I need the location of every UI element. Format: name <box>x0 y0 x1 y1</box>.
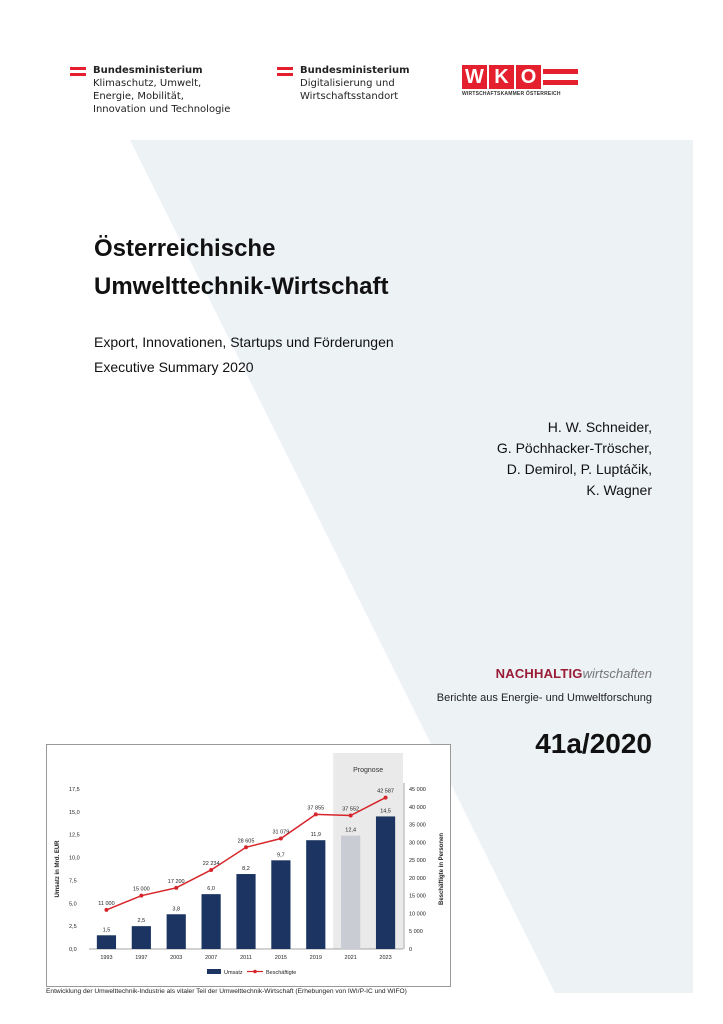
bar-value-label: 12,4 <box>345 827 357 834</box>
bar <box>341 836 360 949</box>
legend-swatch-bar <box>207 969 221 974</box>
series-logo-italic: wirtschaften <box>582 666 652 681</box>
line-value-label: 22 234 <box>202 860 220 867</box>
bar <box>306 840 325 949</box>
x-tick-label: 2019 <box>309 955 322 961</box>
left-tick-label: 7,5 <box>69 878 77 885</box>
right-tick-label: 25 000 <box>409 858 426 865</box>
ministry-climate-line: Energie, Mobilität, <box>93 91 184 102</box>
line-point <box>209 868 213 872</box>
title-line: Umwelttechnik-Wirtschaft <box>94 273 389 300</box>
x-tick-label: 2015 <box>274 955 288 961</box>
bar-value-label: 6,0 <box>207 886 215 893</box>
author-line: K. Wagner <box>586 482 652 498</box>
line-value-label: 11 000 <box>98 900 115 907</box>
authors-block <box>497 417 652 501</box>
author-line: D. Demirol, P. Luptáčik, <box>506 461 652 477</box>
ministry-climate-line: Innovation und Technologie <box>93 104 231 115</box>
series-logo-bold: NACHHALTIG <box>495 666 583 681</box>
wko-bars-icon <box>543 65 578 89</box>
x-tick-label: 2023 <box>379 955 392 961</box>
line-point <box>279 836 283 840</box>
wko-subtitle: WIRTSCHAFTSKAMMER ÖSTERREICH <box>462 91 561 97</box>
x-tick-label: 2021 <box>344 955 357 961</box>
line-value-label: 31 079 <box>272 829 290 836</box>
report-number: 41a/2020 <box>535 728 652 759</box>
series-logo <box>496 666 652 681</box>
right-tick-label: 35 000 <box>409 822 426 829</box>
line-value-label: 28 605 <box>237 838 255 845</box>
author-line: G. Pöchhacker-Tröscher, <box>496 440 652 456</box>
ministry-digital-line: Digitalisierung und <box>300 78 395 89</box>
y-axis-right-title: Beschäftigte in Personen <box>439 832 445 906</box>
line-value-label: 15 000 <box>132 886 150 893</box>
x-tick-label: 1997 <box>135 955 148 961</box>
document-title <box>94 230 389 306</box>
right-tick-label: 45 000 <box>409 787 426 793</box>
line-value-label: 17 200 <box>167 878 185 885</box>
chart <box>47 745 452 988</box>
ministry-digital-name: Bundesministerium <box>300 65 410 76</box>
bar <box>202 894 221 949</box>
left-tick-label: 5,0 <box>69 901 77 908</box>
wko-letter: O <box>516 65 541 89</box>
right-tick-label: 10 000 <box>409 911 426 918</box>
line-value-label: 37 552 <box>342 806 360 813</box>
line-point <box>104 908 108 912</box>
line-point <box>139 894 143 898</box>
ministry-digital-line: Wirtschaftsstandort <box>300 91 399 102</box>
bar-value-label: 14,5 <box>380 808 391 815</box>
left-tick-label: 17,5 <box>69 787 80 793</box>
left-tick-label: 10,0 <box>69 855 80 862</box>
left-tick-label: 15,0 <box>69 809 80 816</box>
left-tick-label: 2,5 <box>69 924 77 931</box>
ministry-climate-logo <box>70 64 230 116</box>
subtitle-line: Executive Summary 2020 <box>94 359 254 375</box>
bar <box>376 816 395 949</box>
x-tick-label: 2003 <box>170 955 183 961</box>
bar-value-label: 11,9 <box>310 832 321 839</box>
x-tick-label: 2011 <box>240 955 252 961</box>
chart-frame <box>46 744 451 987</box>
right-tick-label: 40 000 <box>409 804 426 811</box>
austria-flag-icon <box>70 67 86 76</box>
right-tick-label: 30 000 <box>409 840 426 847</box>
author-line: H. W. Schneider, <box>547 419 652 435</box>
right-tick-label: 15 000 <box>409 893 426 900</box>
ministry-climate-line: Klimaschutz, Umwelt, <box>93 78 202 89</box>
subtitle-line: Export, Innovationen, Startups und Förderungen <box>94 334 394 350</box>
austria-flag-icon <box>277 67 293 76</box>
bar <box>97 935 116 949</box>
bar-value-label: 2,5 <box>137 918 146 925</box>
line-value-label: 37 855 <box>307 805 325 812</box>
ministry-climate-name: Bundesministerium <box>93 65 203 76</box>
legend-label: Beschäftigte <box>266 970 297 976</box>
bar-value-label: 3,8 <box>172 906 181 913</box>
bar <box>132 926 151 949</box>
line-value-label: 42 587 <box>377 788 394 795</box>
bar-value-label: 8,2 <box>242 866 250 873</box>
series-name: Berichte aus Energie- und Umweltforschung <box>436 692 652 704</box>
title-line: Österreichische <box>94 235 276 262</box>
left-tick-label: 12,5 <box>69 832 80 839</box>
line-point <box>174 886 178 890</box>
left-tick-label: 0,0 <box>69 947 77 953</box>
line-point <box>244 845 248 849</box>
figure-caption: Entwicklung der Umwelttechnik-Industrie als vitaler Teil der Umwelttechnik-Wirtschaft (Erhebungen von IWI/P-IC und WIFO) <box>46 988 407 995</box>
ministry-digital-logo <box>277 64 410 103</box>
bar <box>271 860 290 949</box>
line-point <box>349 813 353 817</box>
bar <box>167 914 186 949</box>
forecast-label: Prognose <box>353 767 384 774</box>
wko-letter: W <box>462 65 487 89</box>
legend-label: Umsatz <box>224 970 243 976</box>
right-tick-label: 0 <box>409 947 413 953</box>
x-tick-label: 2007 <box>204 955 218 961</box>
y-axis-title: Umsatz in Mrd. EUR <box>55 840 61 898</box>
bar <box>236 874 255 949</box>
wko-logo <box>462 65 578 97</box>
line-point <box>314 812 318 816</box>
wko-letter: K <box>489 65 514 89</box>
right-tick-label: 5 000 <box>409 929 423 936</box>
right-tick-label: 20 000 <box>409 875 426 882</box>
document-subtitle <box>94 330 394 380</box>
bar-value-label: 9,7 <box>277 852 285 859</box>
legend-swatch-point <box>253 970 257 974</box>
line-point <box>384 796 388 800</box>
x-tick-label: 1993 <box>100 955 113 961</box>
bar-value-label: 1,5 <box>102 927 111 934</box>
